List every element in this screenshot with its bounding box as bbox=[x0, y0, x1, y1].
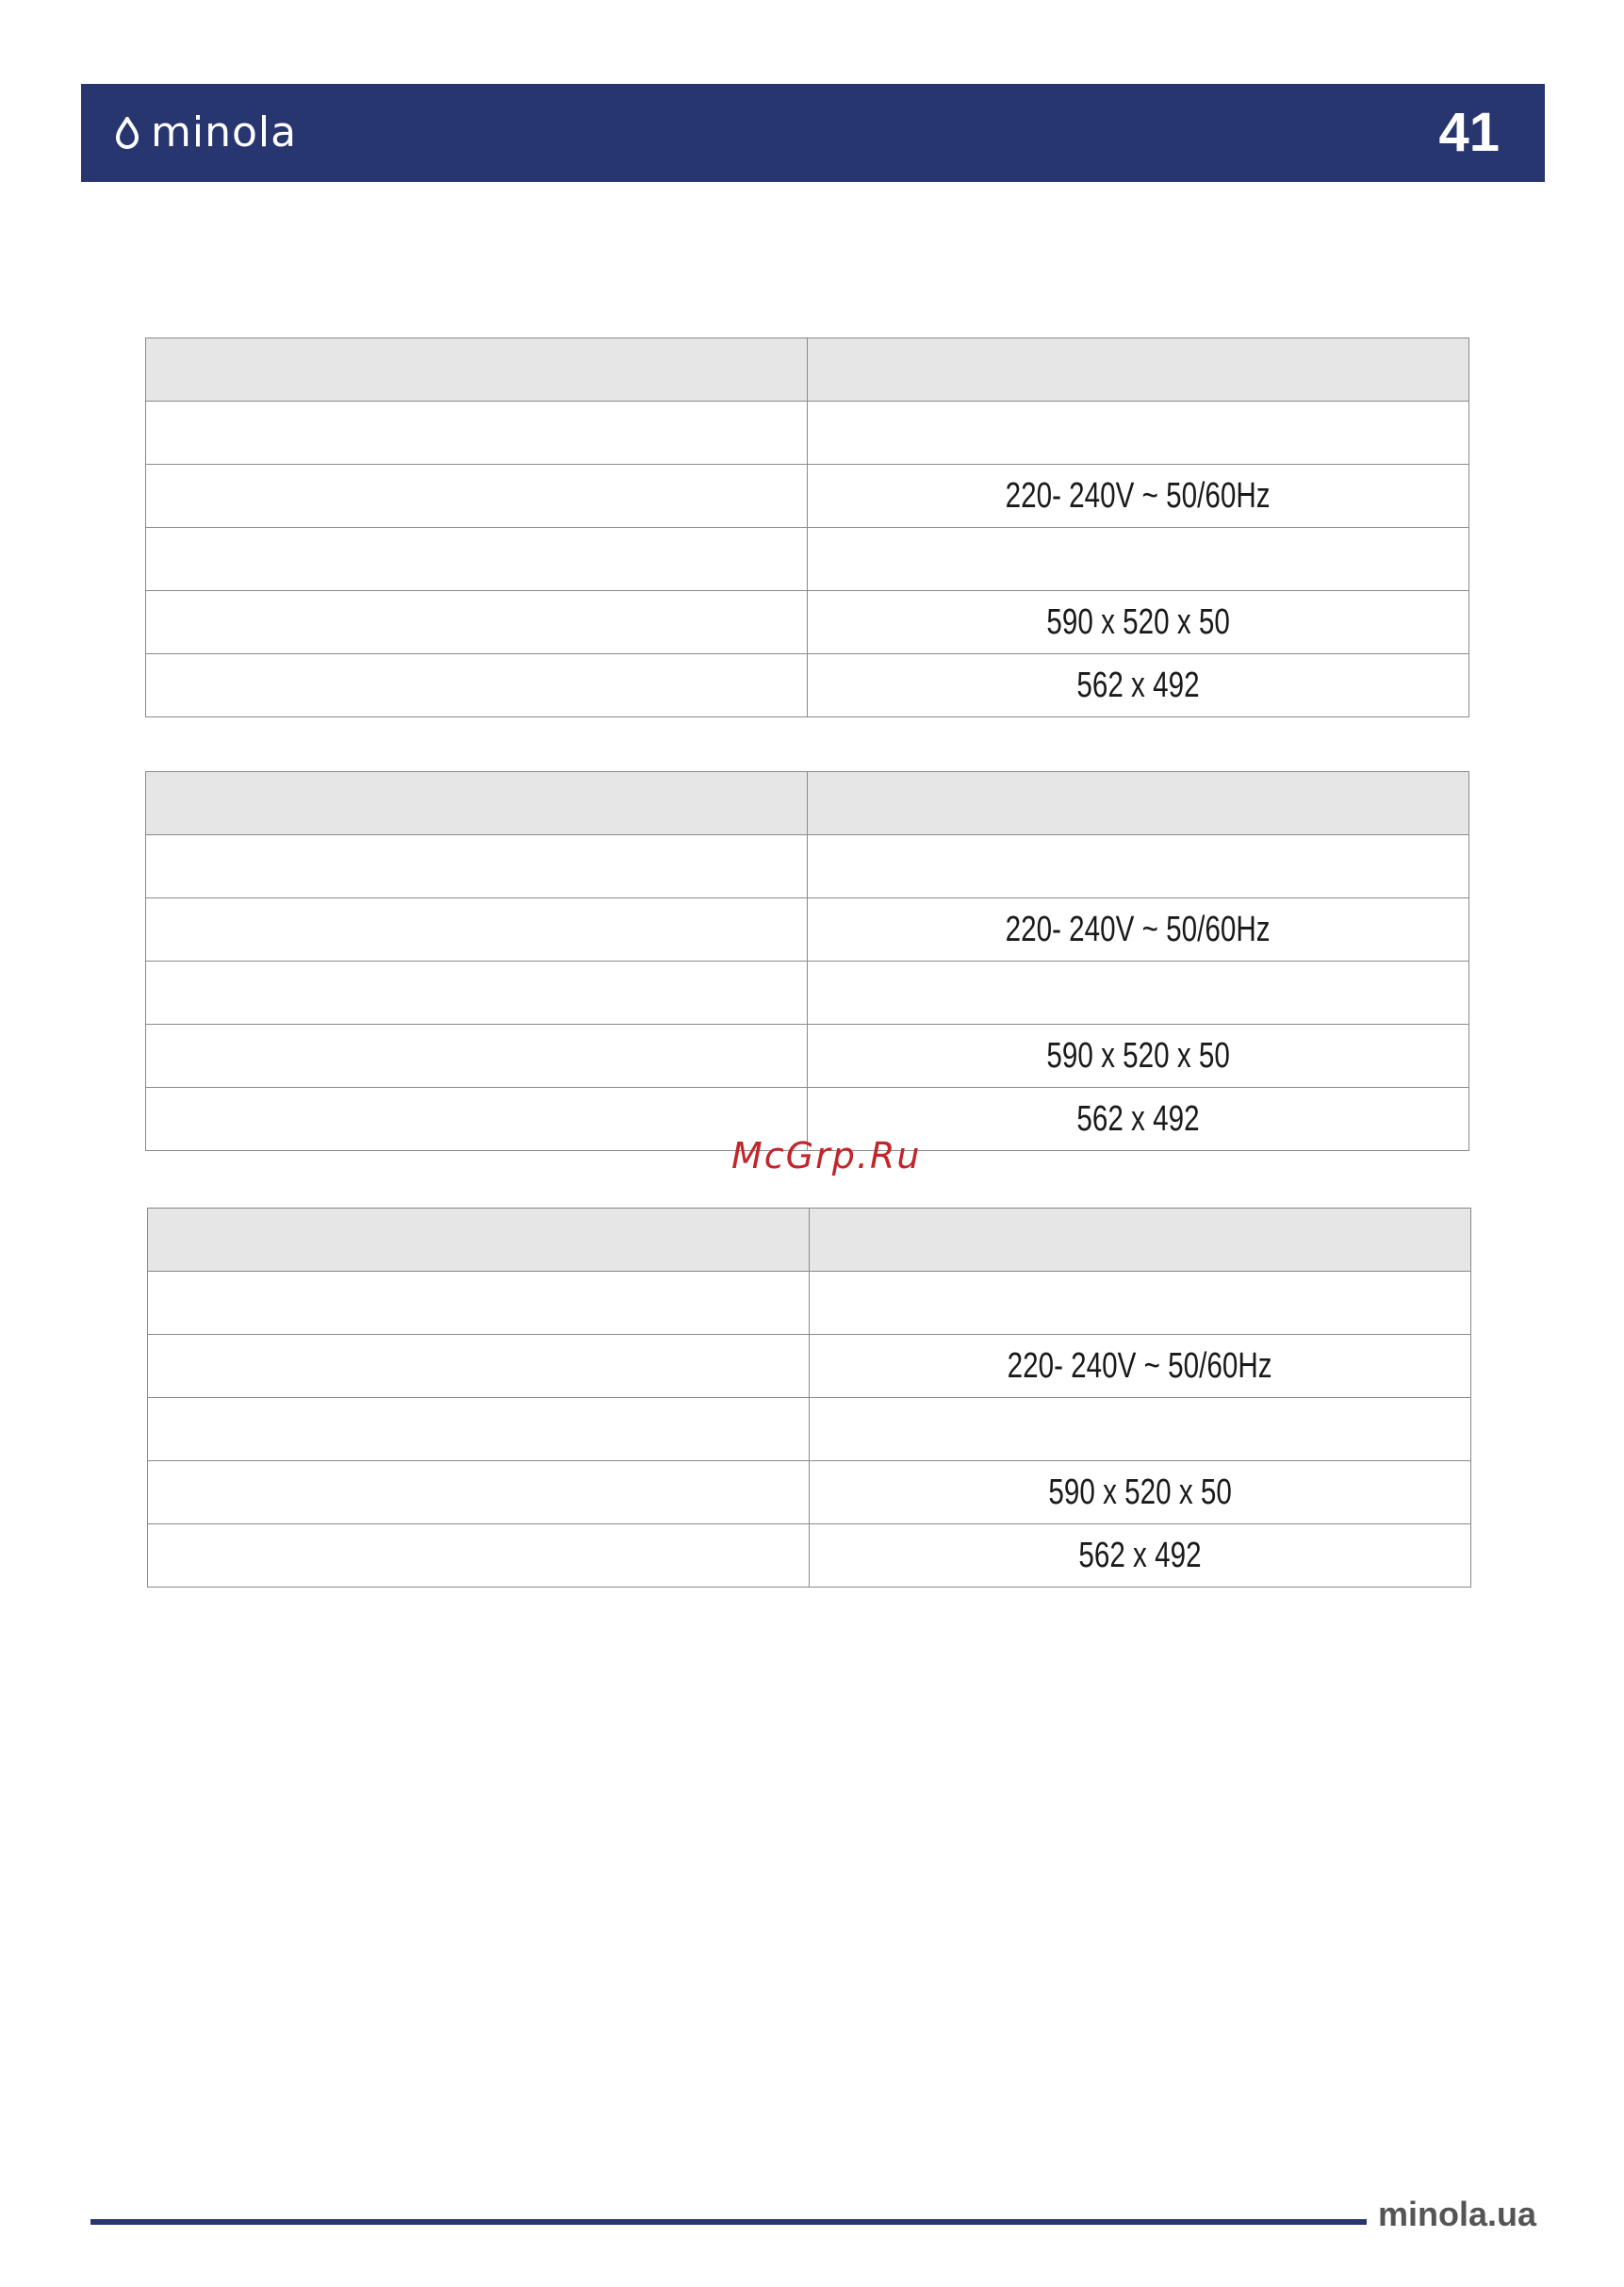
table-cell-value bbox=[808, 835, 1469, 898]
table-cell-label bbox=[146, 835, 808, 898]
table-cell-value bbox=[810, 1398, 1471, 1461]
table-cell-label bbox=[148, 1209, 810, 1272]
table-cell-value: 562 x 492 bbox=[808, 654, 1469, 717]
droplet-icon bbox=[115, 117, 139, 149]
table-cell-label bbox=[148, 1461, 810, 1524]
table-header-row bbox=[146, 772, 1469, 835]
table-cell-label bbox=[146, 465, 808, 528]
table-header-row bbox=[148, 1209, 1471, 1272]
table-cell-value: 562 x 492 bbox=[810, 1524, 1471, 1588]
watermark: McGrp.Ru bbox=[731, 1135, 922, 1176]
table-row bbox=[146, 654, 1469, 717]
table-cell-label bbox=[148, 1335, 810, 1398]
table-header-row bbox=[146, 338, 1469, 402]
spec-table bbox=[147, 1208, 1471, 1588]
spec-table bbox=[145, 337, 1469, 717]
table-cell-value: 590 x 520 x 50 bbox=[808, 591, 1469, 654]
table-row bbox=[146, 835, 1469, 898]
table-row bbox=[148, 1335, 1471, 1398]
table-cell-label bbox=[146, 591, 808, 654]
table-cell-label bbox=[146, 1025, 808, 1088]
table-cell-value: 590 x 520 x 50 bbox=[810, 1461, 1471, 1524]
table-cell-label bbox=[148, 1398, 810, 1461]
table-cell-label bbox=[146, 962, 808, 1025]
footer-divider bbox=[90, 2219, 1367, 2225]
table-row bbox=[146, 898, 1469, 962]
table-cell-label bbox=[146, 1088, 808, 1151]
table-row bbox=[148, 1398, 1471, 1461]
table-cell-value bbox=[808, 772, 1469, 835]
spec-table bbox=[145, 771, 1469, 1151]
table-row bbox=[148, 1272, 1471, 1335]
table-cell-label bbox=[146, 654, 808, 717]
table-row bbox=[148, 1524, 1471, 1588]
table-row bbox=[146, 1025, 1469, 1088]
table-cell-label bbox=[148, 1524, 810, 1588]
table-cell-label bbox=[146, 772, 808, 835]
table-cell-value bbox=[808, 338, 1469, 402]
table-row bbox=[146, 962, 1469, 1025]
table-cell-value bbox=[808, 402, 1469, 465]
table-cell-label bbox=[146, 338, 808, 402]
table-cell-value bbox=[810, 1209, 1471, 1272]
table-row bbox=[146, 528, 1469, 591]
footer-website: minola.ua bbox=[1377, 2195, 1536, 2233]
table-cell-value: 220- 240V ~ 50/60Hz bbox=[810, 1335, 1471, 1398]
table-cell-value: 220- 240V ~ 50/60Hz bbox=[808, 465, 1469, 528]
table-cell-value: 590 x 520 x 50 bbox=[808, 1025, 1469, 1088]
brand-logo bbox=[115, 107, 297, 159]
table-cell-value: 220- 240V ~ 50/60Hz bbox=[808, 898, 1469, 962]
header-bar bbox=[81, 84, 1545, 182]
table-cell-value bbox=[808, 528, 1469, 591]
page-number: 41 bbox=[1438, 102, 1500, 163]
table-cell-label bbox=[148, 1272, 810, 1335]
table-row bbox=[148, 1461, 1471, 1524]
brand-name: minola bbox=[151, 108, 298, 156]
table-row bbox=[146, 465, 1469, 528]
table-cell-value: 562 x 492 bbox=[808, 1088, 1469, 1151]
table-cell-value bbox=[808, 962, 1469, 1025]
table-row bbox=[146, 402, 1469, 465]
table-cell-label bbox=[146, 898, 808, 962]
table-cell-value bbox=[810, 1272, 1471, 1335]
table-cell-label bbox=[146, 402, 808, 465]
table-row bbox=[146, 591, 1469, 654]
table-cell-label bbox=[146, 528, 808, 591]
